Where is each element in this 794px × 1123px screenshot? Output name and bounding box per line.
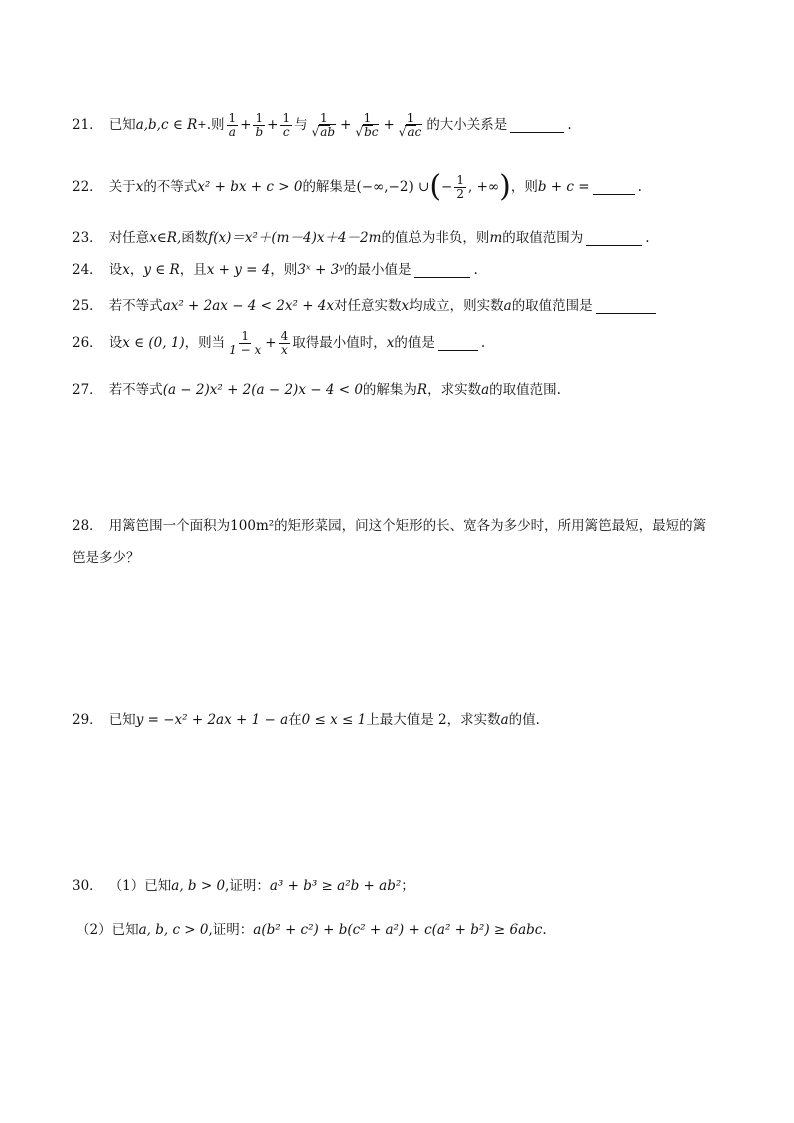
denominator: b: [255, 124, 264, 139]
q22-text-2: 的不等式: [143, 178, 198, 195]
q24-text-3: ，且: [179, 262, 207, 278]
q30-prove-2: ,证明：: [208, 922, 254, 938]
question-30-part-2: [76, 922, 547, 938]
q24-x: x: [122, 262, 130, 278]
q30-end-2: .: [542, 922, 547, 938]
denominator: 1 − x: [229, 342, 262, 357]
question-number: 25．: [72, 298, 103, 314]
q30-inequality-1: a³ + b³ ≥ a²b + ab²: [269, 878, 402, 894]
q22-inequality: x² + bx + c > 0: [197, 178, 303, 195]
q26-text-3: 取得最小值时，: [292, 335, 387, 351]
numerator: 1: [406, 111, 415, 125]
q25-x: x: [401, 298, 410, 314]
q27-text-4: 的取值范围.: [489, 382, 561, 398]
q26-text-1: 设: [108, 335, 123, 351]
q30-prove-1: ,证明：: [225, 878, 270, 894]
question-number: 23．: [72, 230, 103, 246]
fraction-1-over-1-minus-x: [227, 330, 263, 356]
fraction-1-over-2: [454, 174, 466, 200]
q30-condition-1: a, b > 0: [171, 878, 226, 894]
q23-text-2: 函数: [181, 230, 209, 246]
q23-function: f(x)＝x²＋(m－4)x＋4－2m: [208, 230, 382, 246]
question-21: 21． 已知 a,b,c ∈ R + .则 $\frac{1}{a}$ + $\frac{1}{b}$ + $\frac{1}{c}$ 与 $\frac{1}{√ab}$ + $\frac{1}{√bc}$ + $\frac{1}{√ac}$ 的大小关系是 .: [72, 111, 572, 139]
fraction-1-over-c: [280, 112, 292, 138]
denominator: a: [228, 124, 236, 139]
question-29: [72, 712, 549, 728]
radicand: ac: [407, 124, 422, 139]
q21-text-2: .则: [206, 117, 225, 133]
answer-blank[interactable]: [414, 263, 470, 278]
q24-equation: x + y = 4: [206, 262, 271, 278]
fraction-1-over-sqrt-bc: $\frac{1}{√bc}$: [355, 111, 379, 139]
q22-end: .: [637, 178, 642, 195]
question-24: [72, 262, 478, 278]
fraction-4-over-x: [279, 330, 291, 356]
numerator: 1: [228, 111, 237, 125]
answer-blank[interactable]: [596, 299, 656, 314]
q25-text-2: 对任意实数: [334, 298, 402, 314]
q29-a: a: [500, 712, 509, 728]
q26-x: x: [386, 335, 395, 351]
q25-a: a: [503, 298, 512, 314]
q27-inequality: (a − 2)x² + 2(a − 2)x − 4 < 0: [162, 382, 363, 398]
question-30-part-1: [72, 878, 415, 894]
q29-text-1: 已知: [108, 712, 136, 728]
question-22: 22． 关于 x 的不等式 x² + bx + c > 0 的解集是 (−∞,−2) ∪ ( − $\frac{1}{2}$ , +∞ ) ，则 b + c = .: [72, 169, 642, 204]
fraction-1-over-a: [227, 112, 239, 138]
q21-sub: +: [197, 118, 207, 132]
q24-text-1: 设: [108, 262, 123, 278]
q23-condition: x∈R,: [149, 230, 182, 246]
q26-condition: x ∈ (0, 1): [122, 335, 185, 351]
radicand: ab: [320, 124, 336, 139]
numerator: 1: [320, 111, 328, 125]
numerator: 1: [363, 111, 372, 125]
question-27: [72, 382, 561, 398]
answer-blank[interactable]: [586, 231, 642, 246]
q27-text-1: 若不等式: [108, 382, 163, 398]
q25-text-4: 的取值范围是: [511, 298, 593, 314]
q25-inequality: ax² + 2ax − 4 < 2x² + 4x: [162, 298, 334, 314]
q22-text-4: ，则: [510, 178, 538, 195]
numerator: 1: [456, 172, 464, 187]
q23-text-1: 对任意: [108, 230, 150, 246]
denominator: x: [281, 342, 288, 357]
q22-interval-1: (−∞,−2) ∪: [356, 178, 430, 195]
denominator: 2: [456, 186, 464, 201]
q23-end: .: [645, 230, 650, 246]
question-28: [72, 518, 706, 534]
q28-line-1: 用篱笆围一个面积为100m²的矩形菜园，问这个矩形的长、宽各为多少时，所用篱笆最短，最短的篱: [108, 518, 707, 534]
q22-text-1: 关于: [108, 178, 136, 195]
fraction-1-over-b: [253, 112, 265, 138]
q23-m: m: [489, 230, 503, 246]
q27-a: a: [481, 382, 490, 398]
q27-text-2: 的解集为: [362, 382, 417, 398]
q29-text-2: 在: [288, 712, 302, 728]
q24-text-5: 的最小值是: [343, 262, 412, 278]
q29-function: y = −x² + 2ax + 1 − a: [135, 712, 289, 728]
q21-end: .: [567, 117, 572, 133]
q22-interval-2: , +∞: [468, 178, 500, 195]
q23-text-4: 的取值范围为: [502, 230, 584, 246]
question-number: 21．: [72, 117, 103, 133]
fraction-1-over-sqrt-ac: $\frac{1}{√ac}$: [398, 111, 422, 139]
q27-text-3: ，求实数: [427, 382, 482, 398]
q30-part2-label: （2）已知: [76, 922, 139, 938]
question-number: 29．: [72, 712, 103, 728]
q22-x: x: [135, 178, 144, 195]
q22-text-3: 的解集是: [302, 178, 357, 195]
numerator: 1: [241, 329, 250, 343]
q29-text-4: 的值．: [508, 712, 550, 728]
question-28-continued: [72, 550, 140, 566]
numerator: 4: [280, 329, 289, 343]
q24-expression: 3ˣ + 3ʸ: [297, 262, 344, 278]
q25-text-1: 若不等式: [108, 298, 163, 314]
question-number: 24．: [72, 262, 103, 278]
q27-R: R: [416, 382, 428, 398]
answer-blank[interactable]: [438, 336, 478, 351]
q21-text-3: 与: [294, 117, 308, 133]
q24-text-2: ，: [129, 262, 144, 278]
q24-end: .: [473, 262, 478, 278]
q30-condition-2: a, b, c > 0: [138, 922, 209, 938]
answer-blank[interactable]: [593, 180, 635, 195]
q26-text-2: ，则当: [184, 335, 226, 351]
question-number: 22．: [72, 178, 103, 195]
question-number: 26．: [72, 335, 103, 351]
q22-expression: b + c =: [537, 178, 590, 195]
q25-text-3: 均成立，则实数: [409, 298, 504, 314]
question-number: 28．: [72, 518, 103, 534]
answer-blank[interactable]: [510, 118, 564, 133]
q29-range: 0 ≤ x ≤ 1: [301, 712, 367, 728]
numerator: 1: [282, 111, 291, 125]
plus-sign: +: [265, 335, 277, 351]
q29-text-3: 上最大值是 2，求实数: [366, 712, 501, 728]
q30-part1-label: （1）已知: [108, 878, 172, 894]
q26-text-4: 的值是: [394, 335, 435, 351]
question-number: 27．: [72, 382, 103, 398]
q21-vars: a,b,c ∈ R: [135, 117, 198, 133]
numerator: 1: [255, 111, 264, 125]
question-26: [72, 330, 485, 356]
q24-y: y ∈ R: [143, 262, 180, 278]
question-23: [72, 230, 650, 246]
q21-text-4: 的大小关系是: [426, 117, 508, 133]
q23-text-3: 的值总为非负，则: [381, 230, 490, 246]
q21-text-1: 已知: [108, 117, 136, 133]
q26-end: .: [480, 335, 486, 351]
q28-line-2: 笆是多少？: [72, 550, 140, 566]
radicand: bc: [364, 124, 379, 139]
q30-end-1: ；: [401, 878, 415, 894]
denominator: c: [282, 124, 290, 139]
q30-inequality-2: a(b² + c²) + b(c² + a²) + c(a² + b²) ≥ 6abc: [253, 922, 543, 938]
question-25: [72, 298, 659, 314]
q24-text-4: ，则: [270, 262, 298, 278]
question-number: 30．: [72, 878, 103, 894]
fraction-1-over-sqrt-ab: $\frac{1}{√ab}$: [311, 111, 336, 139]
